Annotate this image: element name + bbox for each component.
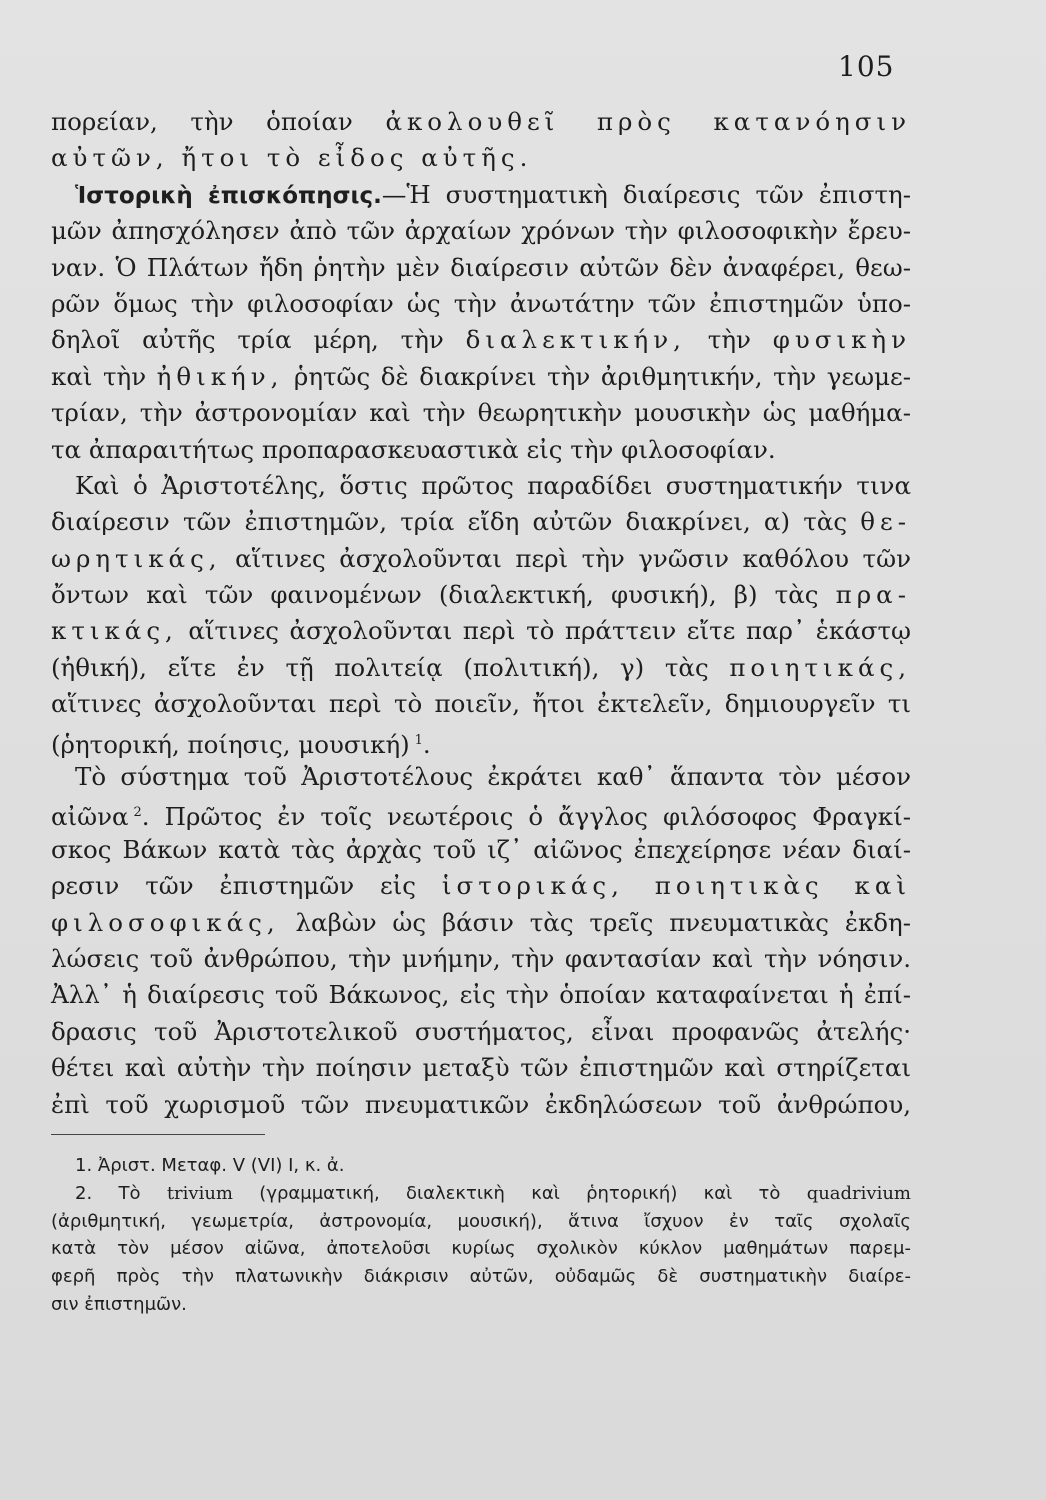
- footnote-ref: 2: [133, 805, 142, 821]
- text-line: δηλοῖ αὐτῆς τρία μέρη, τὴν διαλεκτικήν, τὴν φυσικὴν: [51, 325, 911, 355]
- text-line: λώσεις τοῦ ἀνθρώπου, τὴν μνήμην, τὴν φαντασίαν καὶ τὴν νόησιν.: [51, 943, 911, 973]
- text-line: ρῶν ὅμως τὴν φιλοσοφίαν ὡς τὴν ἀνωτάτην τῶν ἐπιστημῶν ὑπο-: [51, 288, 911, 318]
- text-line: ναν. Ὁ Πλάτων ἤδη ῥητὴν μὲν διαίρεσιν αὐτῶν δὲν ἀναφέρει, θεω-: [51, 252, 911, 282]
- footnote-line: (ἀριθμητική, γεωμετρία, ἀστρονομία, μουσική), ἅτινα ἴσχυον ἐν ταῖς σχολαῖς: [51, 1210, 911, 1232]
- text-line: ὄντων καὶ τῶν φαινομένων (διαλεκτική, φυσική), β) τὰς πρα-: [51, 580, 911, 610]
- text-line: μῶν ἀπησχόλησεν ἀπὸ τῶν ἀρχαίων χρόνων τὴν φιλοσοφικὴν ἔρευ-: [51, 216, 911, 246]
- text-line: φιλοσοφικάς, λαβὼν ὡς βάσιν τὰς τρεῖς πνευματικὰς ἐκδη-: [51, 907, 911, 937]
- footnote-rule: [51, 1134, 265, 1135]
- section-heading-line: Ἱστορικὴ ἐπισκόπησις.—Ἡ συστηματικὴ διαίρεσις τῶν ἐπιστη-: [75, 179, 911, 209]
- text-line: δρασις τοῦ Ἀριστοτελικοῦ συστήματος, εἶναι προφανῶς ἀτελής·: [51, 1016, 911, 1046]
- text-line: (ἠθική), εἴτε ἐν τῇ πολιτείᾳ (πολιτική), γ) τὰς ποιητικάς,: [51, 652, 911, 682]
- section-heading: Ἱστορικὴ ἐπισκόπησις.: [75, 182, 382, 209]
- footnote-ref: 1: [414, 732, 423, 748]
- text-line: τρίαν, τὴν ἀστρονομίαν καὶ τὴν θεωρητικὴν μουσικὴν ὡς μαθήμα-: [51, 398, 911, 428]
- footnote-line: σιν ἐπιστημῶν.: [51, 1293, 187, 1315]
- page-number: 105: [838, 50, 895, 83]
- text-line: κτικάς, αἵτινες ἀσχολοῦνται περὶ τὸ πράττειν εἴτε παρ᾽ ἑκάστῳ: [51, 616, 911, 646]
- text-line: Καὶ ὁ Ἀριστοτέλης, ὅστις πρῶτος παραδίδει συστηματικήν τινα: [75, 470, 911, 500]
- text-line: ἐπὶ τοῦ χωρισμοῦ τῶν πνευματικῶν ἐκδηλώσεων τοῦ ἀνθρώπου,: [51, 1089, 911, 1119]
- text-line: τα ἀπαραιτήτως προπαρασκευαστικὰ εἰς τὴν φιλοσοφίαν.: [51, 434, 776, 464]
- text-line: Ἀλλ᾽ ἡ διαίρεσις τοῦ Βάκωνος, εἰς τὴν ὁποίαν καταφαίνεται ἡ ἐπί-: [51, 980, 911, 1010]
- text-line: αὐτῶν, ἤτοι τὸ εἶδος αὐτῆς.: [51, 143, 533, 173]
- footnote-line: κατὰ τὸν μέσον αἰῶνα, ἀποτελοῦσι κυρίως σχολικὸν κύκλον μαθημάτων παρεμ-: [51, 1238, 911, 1260]
- text-line: θέτει καὶ αὐτὴν τὴν ποίησιν μεταξὺ τῶν ἐπιστημῶν καὶ στηρίζεται: [51, 1053, 911, 1083]
- footnote-line: 2. Τὸ trivium (γραμματική, διαλεκτικὴ καὶ ῥητορική) καὶ τὸ quadrivium: [75, 1182, 912, 1204]
- footnote-line: 1. Ἀριστ. Μεταφ. V (VI) I, κ. ἀ.: [75, 1155, 345, 1176]
- text-line: αἵτινες ἀσχολοῦνται περὶ τὸ ποιεῖν, ἤτοι ἐκτελεῖν, δημιουργεῖν τι: [51, 689, 911, 719]
- text-line: διαίρεσιν τῶν ἐπιστημῶν, τρία εἴδη αὐτῶν διακρίνει, α) τὰς θε-: [51, 507, 911, 537]
- text-line: πορείαν, τὴν ὁποίαν ἀκολουθεῖ πρὸς κατανόησιν: [51, 107, 911, 136]
- text-line: ωρητικάς, αἵτινες ἀσχολοῦνται περὶ τὴν γνῶσιν καθόλου τῶν: [51, 543, 911, 573]
- text-line: Τὸ σύστημα τοῦ Ἀριστοτέλους ἐκράτει καθ᾽ ἅπαντα τὸν μέσον: [75, 762, 911, 792]
- footnotes: [51, 1152, 911, 1319]
- footnote-line: φερῆ πρὸς τὴν πλατωνικὴν διάκρισιν αὐτῶν, οὐδαμῶς δὲ συστηματικὴν διαίρε-: [51, 1266, 911, 1288]
- text-line: (ῥητορική, ποίησις, μουσική) $^1$.: [51, 729, 431, 759]
- text-line: ρεσιν τῶν ἐπιστημῶν εἰς ἱστορικάς, ποιητικὰς καὶ: [51, 871, 911, 901]
- body-text: [51, 104, 911, 1123]
- text-line: αἰῶνα $^2$. Πρῶτος ἐν τοῖς νεωτέροις ὁ ἄγγλος φιλόσοφος Φραγκί-: [51, 802, 911, 832]
- text-line: καὶ τὴν ἠθικήν, ῥητῶς δὲ διακρίνει τὴν ἀριθμητικήν, τὴν γεωμε-: [51, 361, 911, 391]
- text-line: σκος Βάκων κατὰ τὰς ἀρχὰς τοῦ ιζ᾽ αἰῶνος ἐπεχείρησε νέαν διαί-: [51, 834, 911, 864]
